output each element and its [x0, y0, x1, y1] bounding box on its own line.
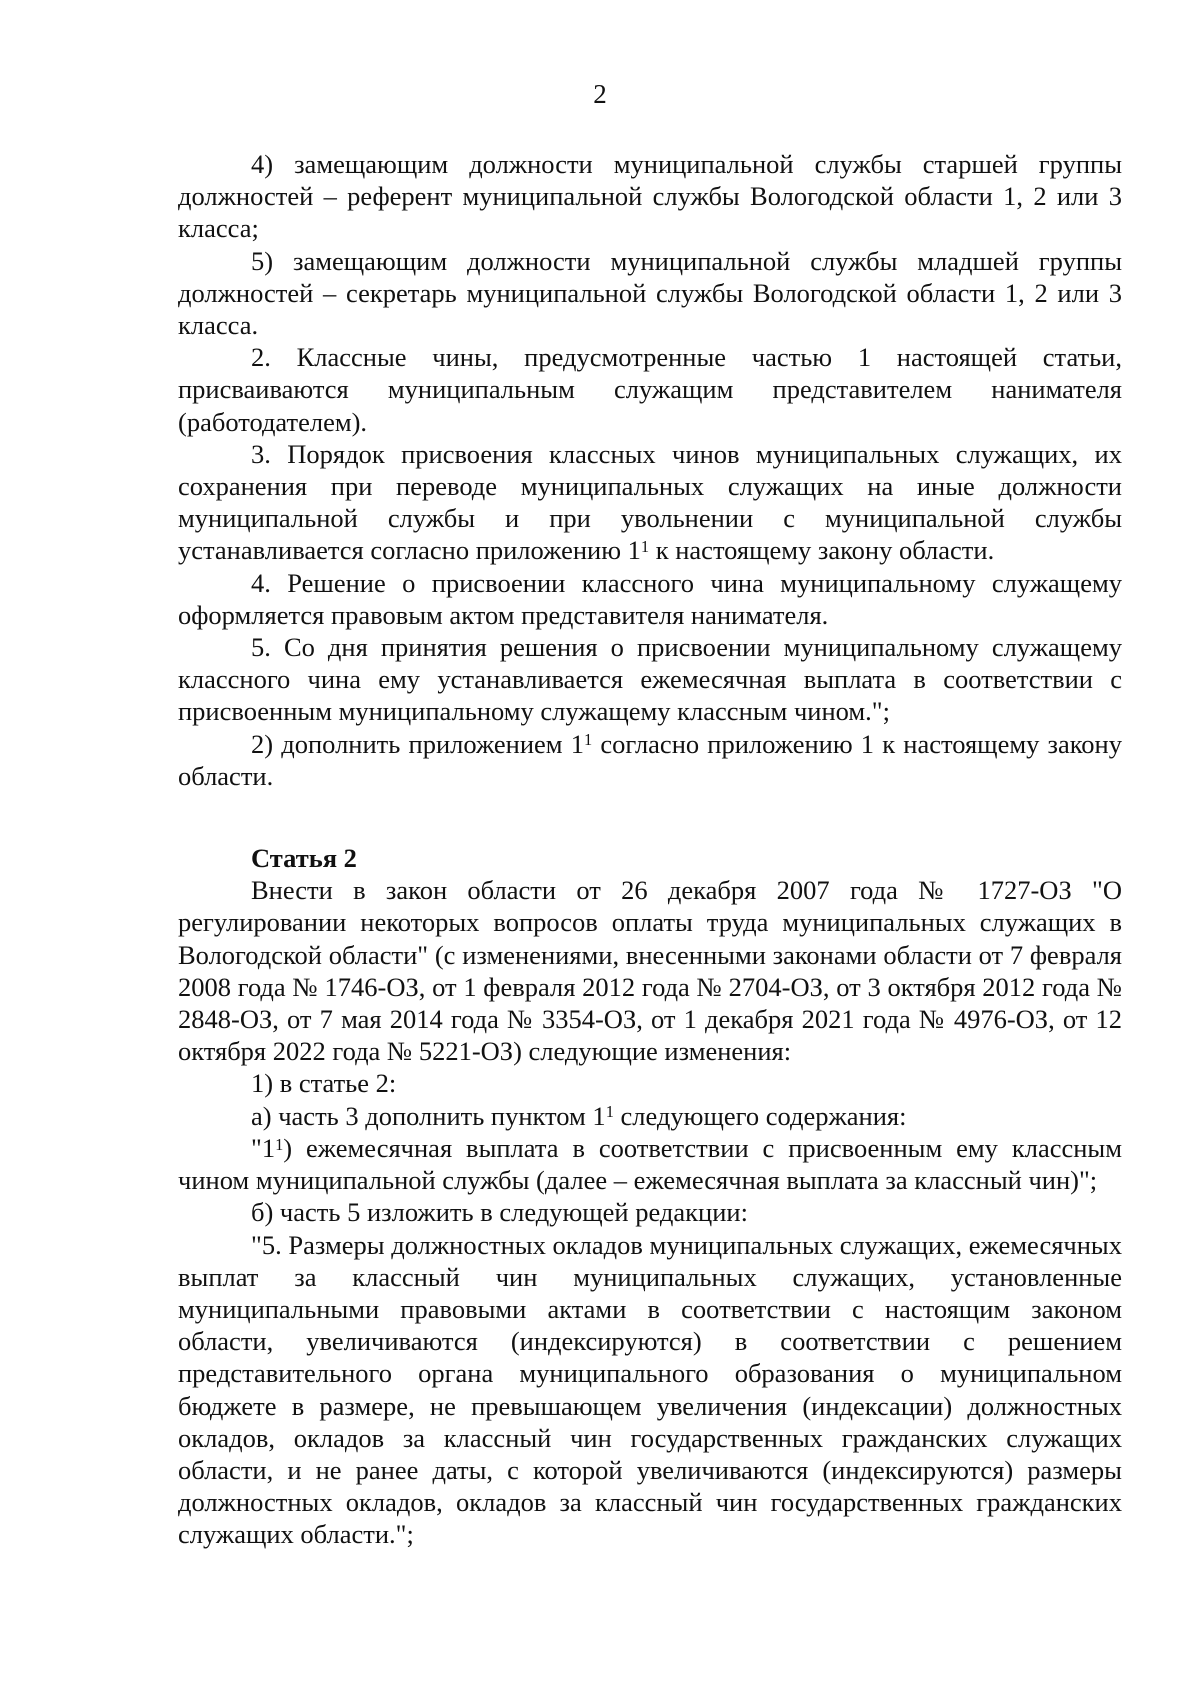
article-1-continuation — [178, 148, 1122, 792]
superscript: 1 — [275, 1134, 284, 1154]
paragraph-text: 4) замещающим должности муниципальной службы старшей группы должностей – референт муниципальной службы Вологодской области 1, 2 или 3 класса; — [178, 149, 1122, 244]
paragraph-text: б) часть 5 изложить в следующей редакции: — [251, 1197, 748, 1228]
paragraph — [178, 1132, 1122, 1196]
paragraph — [178, 1100, 1122, 1132]
paragraph-text: 1) в статье 2: — [251, 1068, 397, 1099]
paragraph — [178, 148, 1122, 245]
paragraph — [178, 631, 1122, 728]
paragraph — [178, 728, 1122, 792]
paragraph-text: 5. Со дня принятия решения о присвоении муниципальному служащему классного чина ему устанавливается ежемесячная выплата в соответствии с присвоенным муниципальному служащему классным чином."; — [178, 632, 1122, 727]
paragraph-text: 4. Решение о присвоении классного чина муниципальному служащему оформляется правовым актом представителя нанимателя. — [178, 567, 1122, 630]
paragraph — [178, 245, 1122, 342]
paragraph-text: ) ежемесячная выплата в соответствии с присвоенным ему классным чином муниципальной службы (далее – ежемесячная выплата за классный чин)"; — [178, 1132, 1122, 1196]
paragraph — [178, 341, 1122, 438]
superscript: 1 — [584, 730, 593, 750]
paragraph-text: к настоящему закону области. — [649, 535, 995, 566]
article-heading: Статья 2 — [251, 843, 357, 874]
page-number: 2 — [593, 79, 607, 109]
paragraph-text: согласно приложению 1 к настоящему закону области. — [178, 728, 1122, 791]
paragraph — [178, 438, 1122, 567]
paragraph-text: 2. Классные чины, предусмотренные частью 1 настоящей статьи, присваиваются муниципальным служащим представителем нанимателя (работодателем). — [178, 342, 1122, 437]
paragraph-text: следующего содержания: — [613, 1100, 907, 1131]
paragraph-text: Внести в закон области от 26 декабря 2007 года № 1727-ОЗ "О регулировании некоторых вопросов оплаты труда муниципальных служащих в Вологодской области" (с изменениями, внесенными законами области от 7 февраля 2008 года № 1746-ОЗ, от 1 февраля 2012 года № 2704-ОЗ, от 3 октября 2012 года № 2848-ОЗ, от 7 мая 2014 года № 3354-ОЗ, от 1 декабря 2021 года № 4976-ОЗ, от 12 октября 2022 года № 5221-ОЗ) следующие изменения: — [178, 875, 1122, 1067]
section-gap — [178, 792, 1122, 842]
paragraph-text: "1 — [251, 1132, 276, 1163]
paragraph — [178, 1196, 1122, 1228]
superscript: 1 — [605, 1102, 614, 1122]
paragraph-text: а) часть 3 дополнить пунктом 1 — [251, 1100, 606, 1131]
paragraph-text: 2) дополнить приложением 1 — [251, 728, 584, 759]
paragraph — [178, 567, 1122, 631]
article-2-body — [178, 874, 1122, 1550]
paragraph — [178, 874, 1122, 1067]
paragraph — [178, 1067, 1122, 1099]
paragraph-text: "5. Размеры должностных окладов муниципальных служащих, ежемесячных выплат за классный чин муниципальных служащих, установленные муниципальными правовыми актами в соответствии с настоящим законом области, увеличиваются (индексируются) в соответствии с решением представительного органа муниципального образования о муниципальном бюджете в размере, не превышающем увеличения (индексации) должностных окладов, окладов за классный чин государственных гражданских служащих области, и не ранее даты, с которой увеличиваются (индексируются) размеры должностных окладов, окладов за классный чин государственных гражданских служащих области."; — [178, 1229, 1122, 1550]
paragraph-text: 5) замещающим должности муниципальной службы младшей группы должностей – секретарь муниципальной службы Вологодской области 1, 2 или 3 класса. — [178, 245, 1122, 341]
paragraph-text: 3. Порядок присвоения классных чинов муниципальных служащих, их сохранения при переводе муниципальных служащих на иные должности муниципальной службы и при увольнении с муниципальной службы устанавливается согласно приложению 1 — [178, 438, 1122, 566]
paragraph — [178, 1229, 1122, 1551]
superscript: 1 — [640, 537, 650, 557]
document-body — [178, 148, 1122, 1551]
